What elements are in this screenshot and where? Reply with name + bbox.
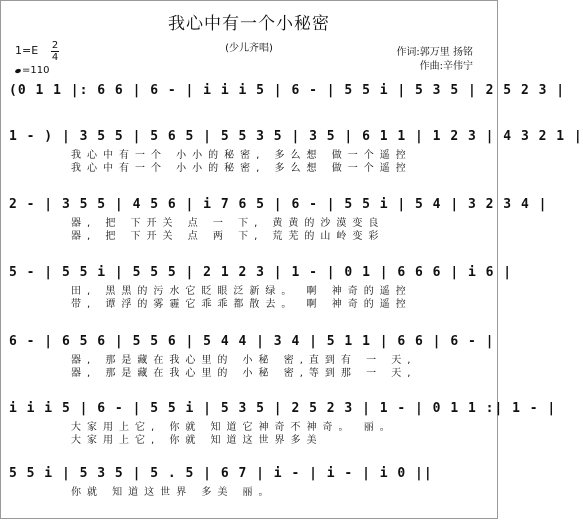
quarter-note-icon <box>14 68 21 74</box>
lyric-verse-1: 器, 那是藏在我心里的 小秘 密,直到有 一 天, <box>71 355 417 366</box>
row-notes: 5 5 i | 5 3 5 | 5 . 5 | 6 7 | i - | i - | i 0 || <box>9 466 433 481</box>
time-signature <box>51 40 59 63</box>
lyricist-credit: 作词:郭万里 扬铭 <box>396 47 473 58</box>
composer-credit: 作曲:辛伟宁 <box>419 61 473 72</box>
lyric-verse-2: 我心中有一个 小小的秘密, 多么想 做一个遥控 <box>71 163 412 174</box>
score-row-7 <box>9 466 493 499</box>
lyric-verse-1: 大家用上它, 你就 知道它神奇不神奇。 丽。 <box>71 422 396 433</box>
meter-top: 2 <box>51 40 59 51</box>
score-row-1 <box>9 83 566 103</box>
lyric-verse-1: 器, 把 下开关 点 一 下, 黄黄的沙漠变良 <box>71 218 385 229</box>
row-notes: 6 - | 6 5 6 | 5 5 6 | 5 4 4 | 3 4 | 5 1 1 | 6 6 | 6 - | <box>9 334 495 349</box>
tempo-marking <box>15 65 49 76</box>
song-subtitle: (少儿齐唱) <box>225 43 273 54</box>
score-row-5 <box>9 334 493 380</box>
row-notes: i i i 5 | 6 - | 5 5 i | 5 3 5 | 2 5 2 3 | 1 - | 0 1 1 :| 1 - | <box>9 401 557 416</box>
lyric-verse-2: 器, 把 下开关 点 两 下, 荒芜的山岭变彩 <box>71 231 385 242</box>
score-row-2 <box>9 129 583 175</box>
lyric-verse-2: 器, 那是藏在我心里的 小秘 密,等到那 一 天, <box>71 368 417 379</box>
song-title: 我心中有一个小秘密 <box>168 14 330 34</box>
lyric-verse-1: 我心中有一个 小小的秘密, 多么想 做一个遥控 <box>71 150 412 161</box>
row-notes: 2 - | 3 5 5 | 4 5 6 | i 7 6 5 | 6 - | 5 5 i | 5 4 | 3 2 3 4 | <box>9 197 548 212</box>
row-notes: 5 - | 5 5 i | 5 5 5 | 2 1 2 3 | 1 - | 0 1 | 6 6 6 | i 6 | <box>9 265 513 280</box>
row-notes: 1 - ) | 3 5 5 | 5 6 5 | 5 5 3 5 | 3 5 | 6 1 1 | 1 2 3 | 4 3 2 1 | <box>9 129 583 144</box>
key-signature: 1=E <box>15 44 39 57</box>
lyric-verse-2: 带, 谭浮的雾霾它乖乖都散去。 啊 神奇的遥控 <box>71 299 412 310</box>
score-row-4 <box>9 265 513 311</box>
row-notes: (0 1 1 |: 6 6 | 6 - | i i i 5 | 6 - | 5 5 i | 5 3 5 | 2 5 2 3 | <box>9 83 566 98</box>
score-row-3 <box>9 197 548 243</box>
tempo-value: =110 <box>22 65 50 76</box>
lyric-verse-2: 大家用上它, 你就 知道这世界多美 <box>71 435 323 446</box>
score-row-6 <box>9 401 557 447</box>
lyric-verse-1: 田, 黑黑的污水它眨眼泛新绿。 啊 神奇的遥控 <box>71 286 412 297</box>
lyric-verse-1: 你就 知道这世界 多美 丽。 <box>71 487 275 498</box>
meter-bottom: 4 <box>51 52 59 63</box>
